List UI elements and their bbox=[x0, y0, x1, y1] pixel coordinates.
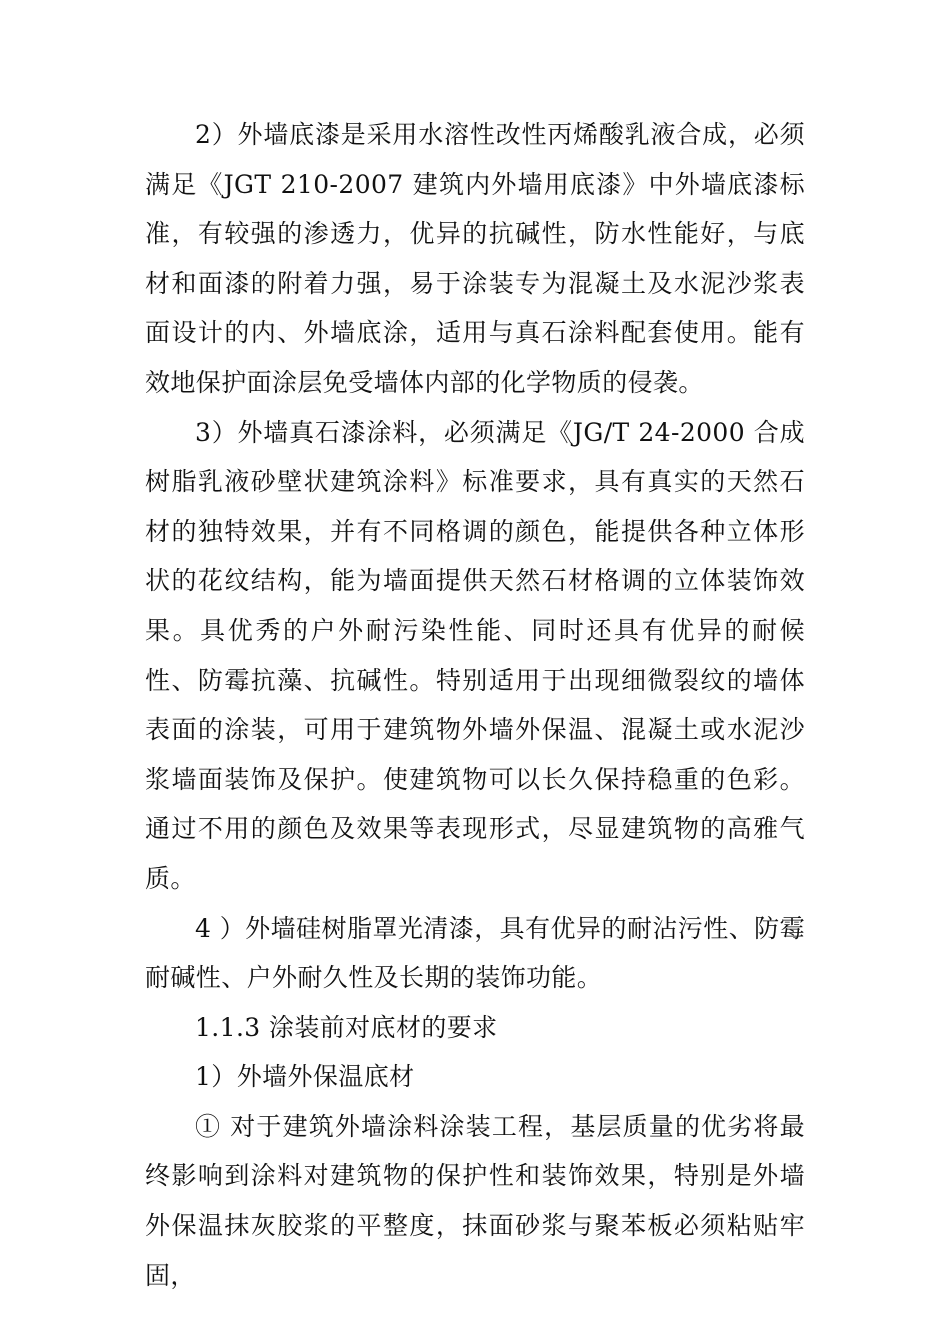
paragraph-exterior-primer: 2）外墙底漆是采用水溶性改性丙烯酸乳液合成，必须满足《JGT 210-2007 建筑内外墙用底漆》中外墙底漆标准，有较强的渗透力，优异的抗碱性，防水性能好，与底材和面漆的附着力强，易于涂装专为混凝土及水泥沙浆表面设计的内、外墙底涂，适用与真石涂料配套使用。能有效地保护面涂层免受墙体内部的化学物质的侵袭。 bbox=[145, 120, 805, 397]
document-body bbox=[145, 110, 805, 1300]
paragraph-stone-paint: 3）外墙真石漆涂料，必须满足《JG/T 24-2000 合成树脂乳液砂壁状建筑涂料》标准要求，具有真实的天然石材的独特效果，并有不同格调的颜色，能提供各种立体形状的花纹结构，能为墙面提供天然石材格调的立体装饰效果。具优秀的户外耐污染性能、同时还具有优异的耐候性、防霉抗藻、抗碱性。特别适用于出现细微裂纹的墙体表面的涂装，可用于建筑物外墙外保温、混凝土或水泥沙浆墙面装饰及保护。使建筑物可以长久保持稳重的色彩。通过不用的颜色及效果等表现形式，尽显建筑物的高雅气质。 bbox=[145, 417, 805, 893]
sub-heading: 1）外墙外保温底材 bbox=[195, 1062, 415, 1092]
section-heading: 1.1.3 涂装前对底材的要求 bbox=[195, 1012, 498, 1042]
paragraph-silicone-varnish: 4 ）外墙硅树脂罩光清漆，具有优异的耐沾污性、防霉耐碱性、户外耐久性及长期的装饰功能。 bbox=[145, 913, 805, 993]
paragraph-substrate-quality: ① 对于建筑外墙涂料涂装工程，基层质量的优劣将最终影响到涂料对建筑物的保护性和装饰效果，特别是外墙外保温抹灰胶浆的平整度，抹面砂浆与聚苯板必须粘贴牢固， bbox=[145, 1111, 805, 1290]
